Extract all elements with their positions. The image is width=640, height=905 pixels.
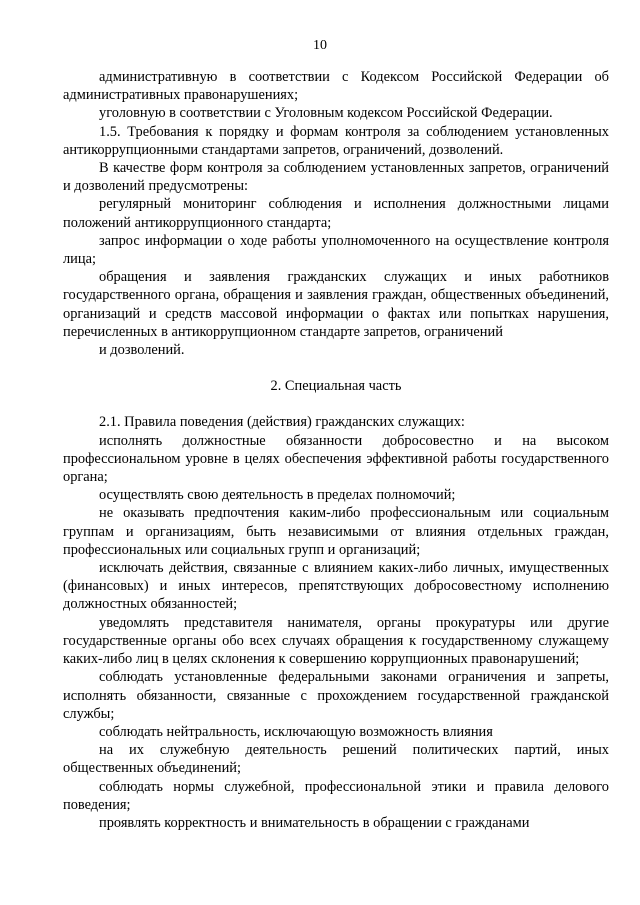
spacer: [63, 359, 609, 377]
paragraph: обращения и заявления гражданских служащих и иных работников государственного органа, обращения и заявления граждан, общественных объединений, организаций и средств массовой информации о фактах или попытках нарушения, перечисленных в антикоррупционном стандарте запретов, ограничений: [63, 269, 609, 340]
spacer: [63, 395, 609, 413]
page-number: 10: [313, 38, 327, 53]
paragraph: 1.5. Требования к порядку и формам контроля за соблюдением установленных антикоррупционными стандартами запретов, ограничений, дозволений.: [63, 123, 609, 158]
paragraph: соблюдать установленные федеральными законами ограничения и запреты, исполнять обязанности, связанные с прохождением государственной гражданской службы;: [63, 669, 609, 722]
paragraph: на их служебную деятельность решений политических партий, иных общественных объединений;: [63, 742, 609, 777]
paragraph: исключать действия, связанные с влиянием каких-либо личных, имущественных (финансовых) и иных интересов, препятствующих добросовестному исполнению должностных обязанностей;: [63, 560, 609, 613]
paragraph: исполнять должностные обязанности добросовестно и на высоком профессиональном уровне в целях обеспечения эффективной работы государственного органа;: [63, 432, 609, 486]
section-heading: 2. Специальная часть: [270, 378, 402, 395]
paragraph: В качестве форм контроля за соблюдением установленных запретов, ограничений и дозволений предусмотрены:: [63, 160, 609, 195]
paragraph: 2.1. Правила поведения (действия) гражданских служащих:: [99, 414, 465, 431]
paragraph: соблюдать нормы служебной, профессиональной этики и правила делового поведения;: [63, 778, 609, 813]
paragraph: не оказывать предпочтения каким-либо профессиональным или социальным группам и организациям, быть независимыми от влияния отдельных граждан, профессиональных или социальных групп и организаций;: [63, 505, 609, 558]
paragraph: регулярный мониторинг соблюдения и исполнения должностными лицами положений антикоррупционного стандарта;: [63, 196, 609, 231]
paragraph: запрос информации о ходе работы уполномоченного на осуществление контроля лица;: [63, 232, 609, 268]
paragraph: и дозволений.: [99, 342, 185, 359]
paragraph: осуществлять свою деятельность в пределах полномочий;: [99, 487, 456, 504]
paragraph: проявлять корректность и внимательность в обращении с гражданами: [99, 814, 530, 831]
paragraph: уголовную в соответствии с Уголовным кодексом Российской Федерации.: [99, 105, 553, 122]
paragraph: уведомлять представителя нанимателя, органы прокуратуры или другие государственные органы обо всех случаях обращения к государственному служащему каких-либо лиц в целях склонения к совершению коррупционных правонарушений;: [63, 614, 609, 668]
page-body: [63, 68, 609, 832]
paragraph: соблюдать нейтральность, исключающую возможность влияния: [99, 723, 493, 740]
paragraph: административную в соответствии с Кодексом Российской Федерации об административных правонарушениях;: [63, 69, 609, 104]
